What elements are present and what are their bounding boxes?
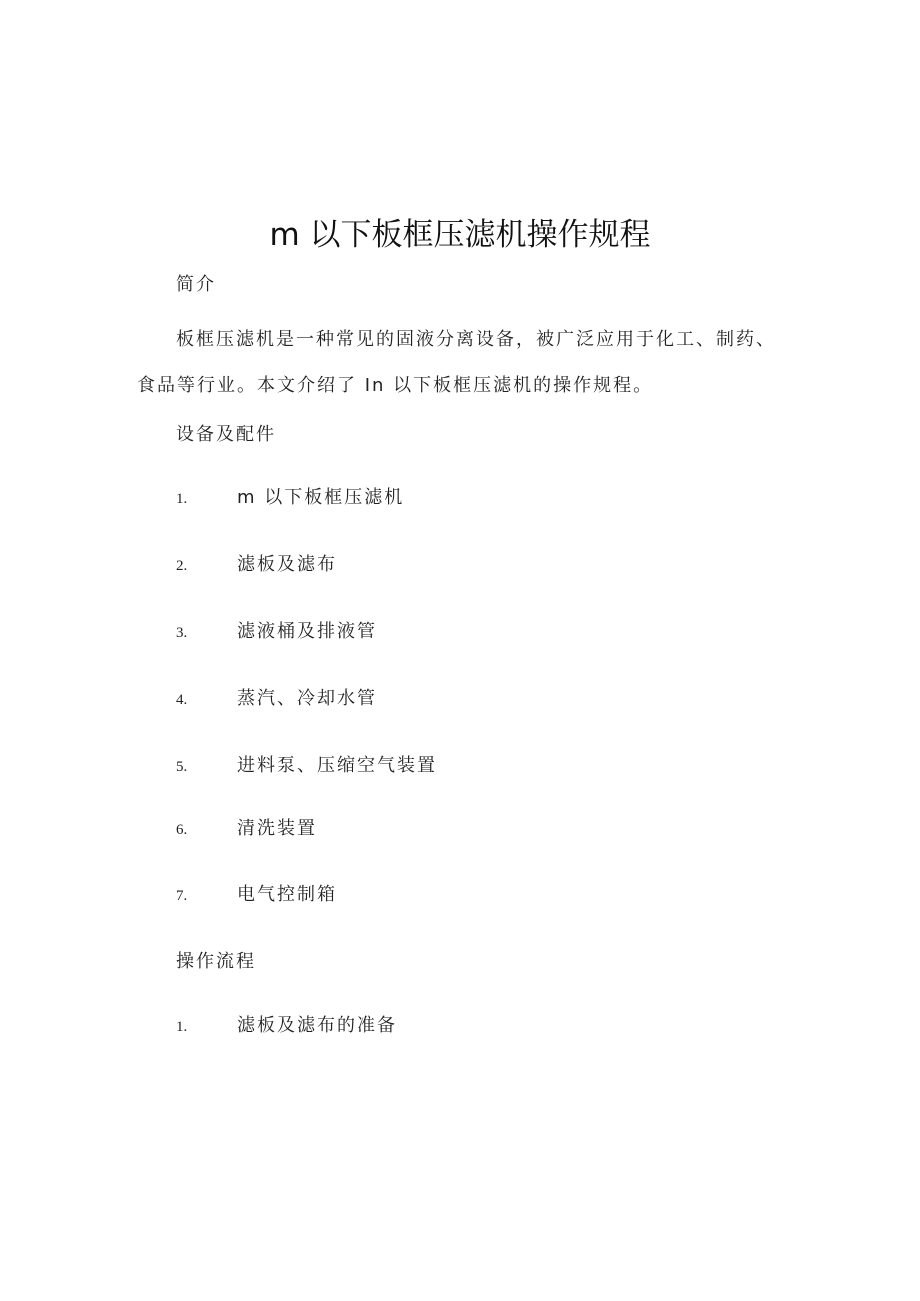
list-item-number: 1. <box>176 491 188 507</box>
intro-paragraph-line-1: 板框压滤机是一种常见的固液分离设备，被广泛应用于化工、制药、 <box>176 329 776 350</box>
process-heading: 操作流程 <box>176 951 256 972</box>
list-item-text: m 以下板框压滤机 <box>237 487 405 508</box>
list-item-text: 清洗装置 <box>237 818 317 839</box>
list-item-text: 滤板及滤布的准备 <box>237 1015 397 1036</box>
list-item-number: 7. <box>176 888 188 904</box>
list-item <box>176 686 377 712</box>
list-item <box>176 552 337 578</box>
list-item-text: 电气控制箱 <box>237 884 337 905</box>
equipment-heading: 设备及配件 <box>176 424 276 445</box>
list-item <box>176 816 317 842</box>
list-item-number: 2. <box>176 558 188 574</box>
list-item-text: 蒸汽、冷却水管 <box>237 688 377 709</box>
list-item <box>176 619 377 645</box>
list-item <box>176 1013 397 1039</box>
document-title: m 以下板框压滤机操作规程 <box>269 217 651 253</box>
list-item-number: 4. <box>176 692 188 708</box>
list-item-number: 6. <box>176 822 188 838</box>
list-item-number: 3. <box>176 625 188 641</box>
intro-paragraph <box>137 327 797 399</box>
list-item-number: 1. <box>176 1019 188 1035</box>
list-item-text: 滤板及滤布 <box>237 554 337 575</box>
list-item <box>176 753 437 779</box>
list-item-text: 滤液桶及排液管 <box>237 621 377 642</box>
intro-paragraph-line-2: 食品等行业。本文介绍了 In 以下板框压滤机的操作规程。 <box>137 375 654 396</box>
intro-heading: 简介 <box>176 274 216 295</box>
list-item <box>176 882 337 908</box>
list-item-text: 进料泵、压缩空气装置 <box>237 755 437 776</box>
list-item-number: 5. <box>176 759 188 775</box>
list-item <box>176 485 404 511</box>
